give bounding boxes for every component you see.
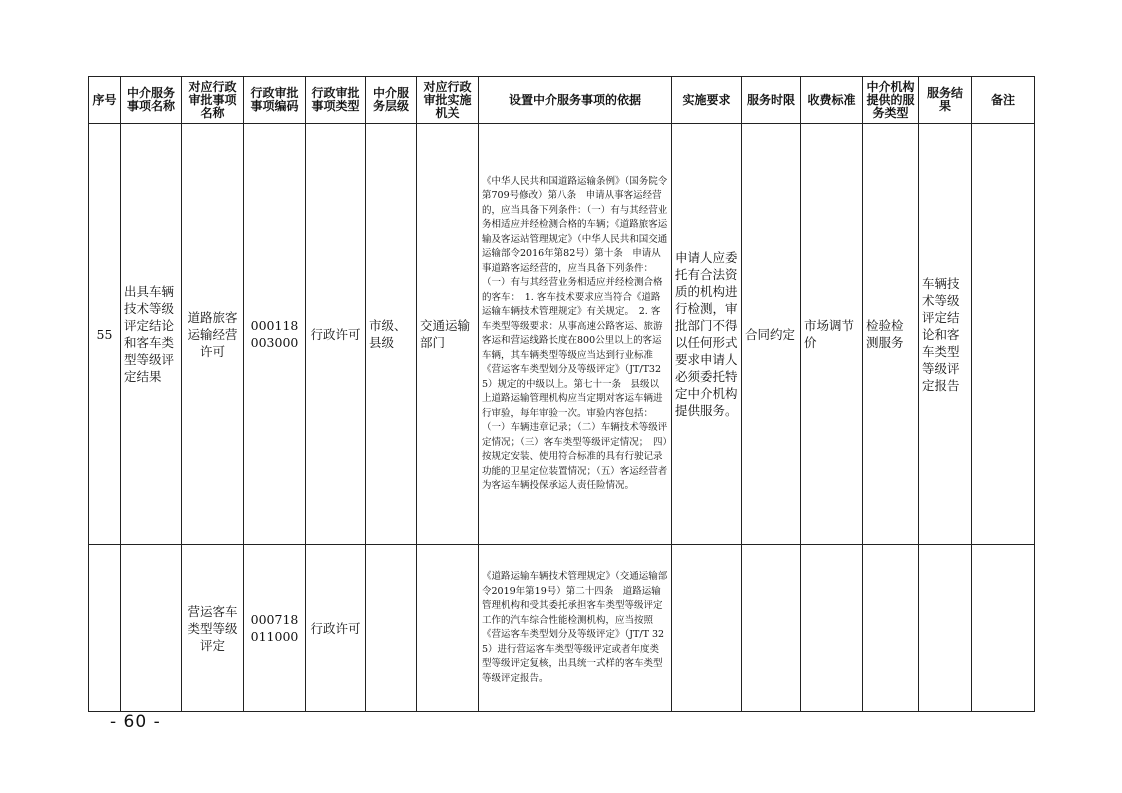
row-approval-type: 行政许可 bbox=[306, 545, 366, 712]
header-code: 行政审批事项编码 bbox=[244, 77, 306, 124]
row-service-name: 出具车辆技术等级评定结论和客车类型等级评定结果 bbox=[121, 124, 182, 545]
row-authority: 交通运输部门 bbox=[417, 124, 479, 545]
row-time-limit: 合同约定 bbox=[742, 124, 801, 545]
table-row bbox=[89, 545, 1035, 712]
row-time-limit bbox=[742, 545, 801, 712]
row-remark bbox=[972, 124, 1035, 545]
intermediary-service-table bbox=[88, 76, 1035, 712]
table-header-row bbox=[89, 77, 1035, 124]
header-approval-name: 对应行政审批事项名称 bbox=[182, 77, 244, 124]
row-approval-type: 行政许可 bbox=[306, 124, 366, 545]
header-fee: 收费标准 bbox=[801, 77, 863, 124]
page-number: - 60 - bbox=[110, 712, 161, 732]
row-code: 000118003000 bbox=[244, 124, 306, 545]
basis-text: 《中华人民共和国道路运输条例》（国务院令第709号修改）第八条 申请从事客运经营的，应当具备下列条件：（一）有与其经营业务相适应并经检测合格的车辆；《道路旅客运输及客运站管理规定》（中华人民共和国交通运输部令2016年第82号）第十条 申请从事道路客运经营的，应当具备下列条件：（一）有与其经营业务相适应并经检测合格的客车： 1. 客车技术要求应当符合《道路运输车辆技术管理规定》有关规定。 2. 客车类型等级要求：从事高速公路客运、旅游客运和营运线路长度在800公里以上的客运车辆，其车辆类型等级应当达到行业标准《营运客车类型划分及等级评定》（JT/T325）规定的中级以上。第七十一条 县级以上道路运输管理机构应当定期对客运车辆进行审验，每年审验一次。审验内容包括：（一）车辆违章记录；（二）车辆技术等级评定情况；（三）客车类型等级评定情况； 四）按规定安装、使用符合标准的具有行驶记录功能的卫星定位装置情况；（五）客运经营者为客运车辆投保承运人责任险情况。 bbox=[482, 175, 668, 491]
table-row bbox=[89, 124, 1035, 545]
row-seq bbox=[89, 545, 121, 712]
basis-text: 《道路运输车辆技术管理规定》（交通运输部令2019年第19号）第二十四条 道路运输管理机构和受其委托承担客车类型等级评定工作的汽车综合性能检测机构，应当按照《营运客车类型划分及等级评定》（JT/T 325）进行营运客车类型等级评定或者年度类型等级评定复核，出具统一式样的客车类型等级评定报告。 bbox=[482, 571, 668, 684]
header-service-name: 中介服务事项名称 bbox=[121, 77, 182, 124]
row-seq: 55 bbox=[89, 124, 121, 545]
row-requirement: 申请人应委托有合法资质的机构进行检测，审批部门不得以任何形式要求申请人必须委托特定中介机构提供服务。 bbox=[672, 124, 742, 545]
row-code: 000718011000 bbox=[244, 545, 306, 712]
row-result: 车辆技术等级评定结论和客车类型等级评定报告 bbox=[919, 124, 972, 545]
row-service-type: 检验检测服务 bbox=[863, 124, 919, 545]
row-fee bbox=[801, 545, 863, 712]
header-approval-type: 行政审批事项类型 bbox=[306, 77, 366, 124]
header-time-limit: 服务时限 bbox=[742, 77, 801, 124]
row-requirement bbox=[672, 545, 742, 712]
header-level: 中介服务层级 bbox=[366, 77, 417, 124]
row-level: 市级、县级 bbox=[366, 124, 417, 545]
header-authority: 对应行政审批实施机关 bbox=[417, 77, 479, 124]
row-approval-name: 道路旅客运输经营许可 bbox=[182, 124, 244, 545]
header-result: 服务结果 bbox=[919, 77, 972, 124]
header-remark: 备注 bbox=[972, 77, 1035, 124]
row-fee: 市场调节价 bbox=[801, 124, 863, 545]
header-service-type: 中介机构提供的服务类型 bbox=[863, 77, 919, 124]
row-level bbox=[366, 545, 417, 712]
row-service-type bbox=[863, 545, 919, 712]
row-remark bbox=[972, 545, 1035, 712]
header-requirement: 实施要求 bbox=[672, 77, 742, 124]
header-basis: 设置中介服务事项的依据 bbox=[479, 77, 672, 124]
row-result bbox=[919, 545, 972, 712]
row-basis bbox=[479, 124, 672, 545]
row-approval-name: 营运客车类型等级评定 bbox=[182, 545, 244, 712]
row-service-name bbox=[121, 545, 182, 712]
row-basis bbox=[479, 545, 672, 712]
header-seq: 序号 bbox=[89, 77, 121, 124]
row-authority bbox=[417, 545, 479, 712]
